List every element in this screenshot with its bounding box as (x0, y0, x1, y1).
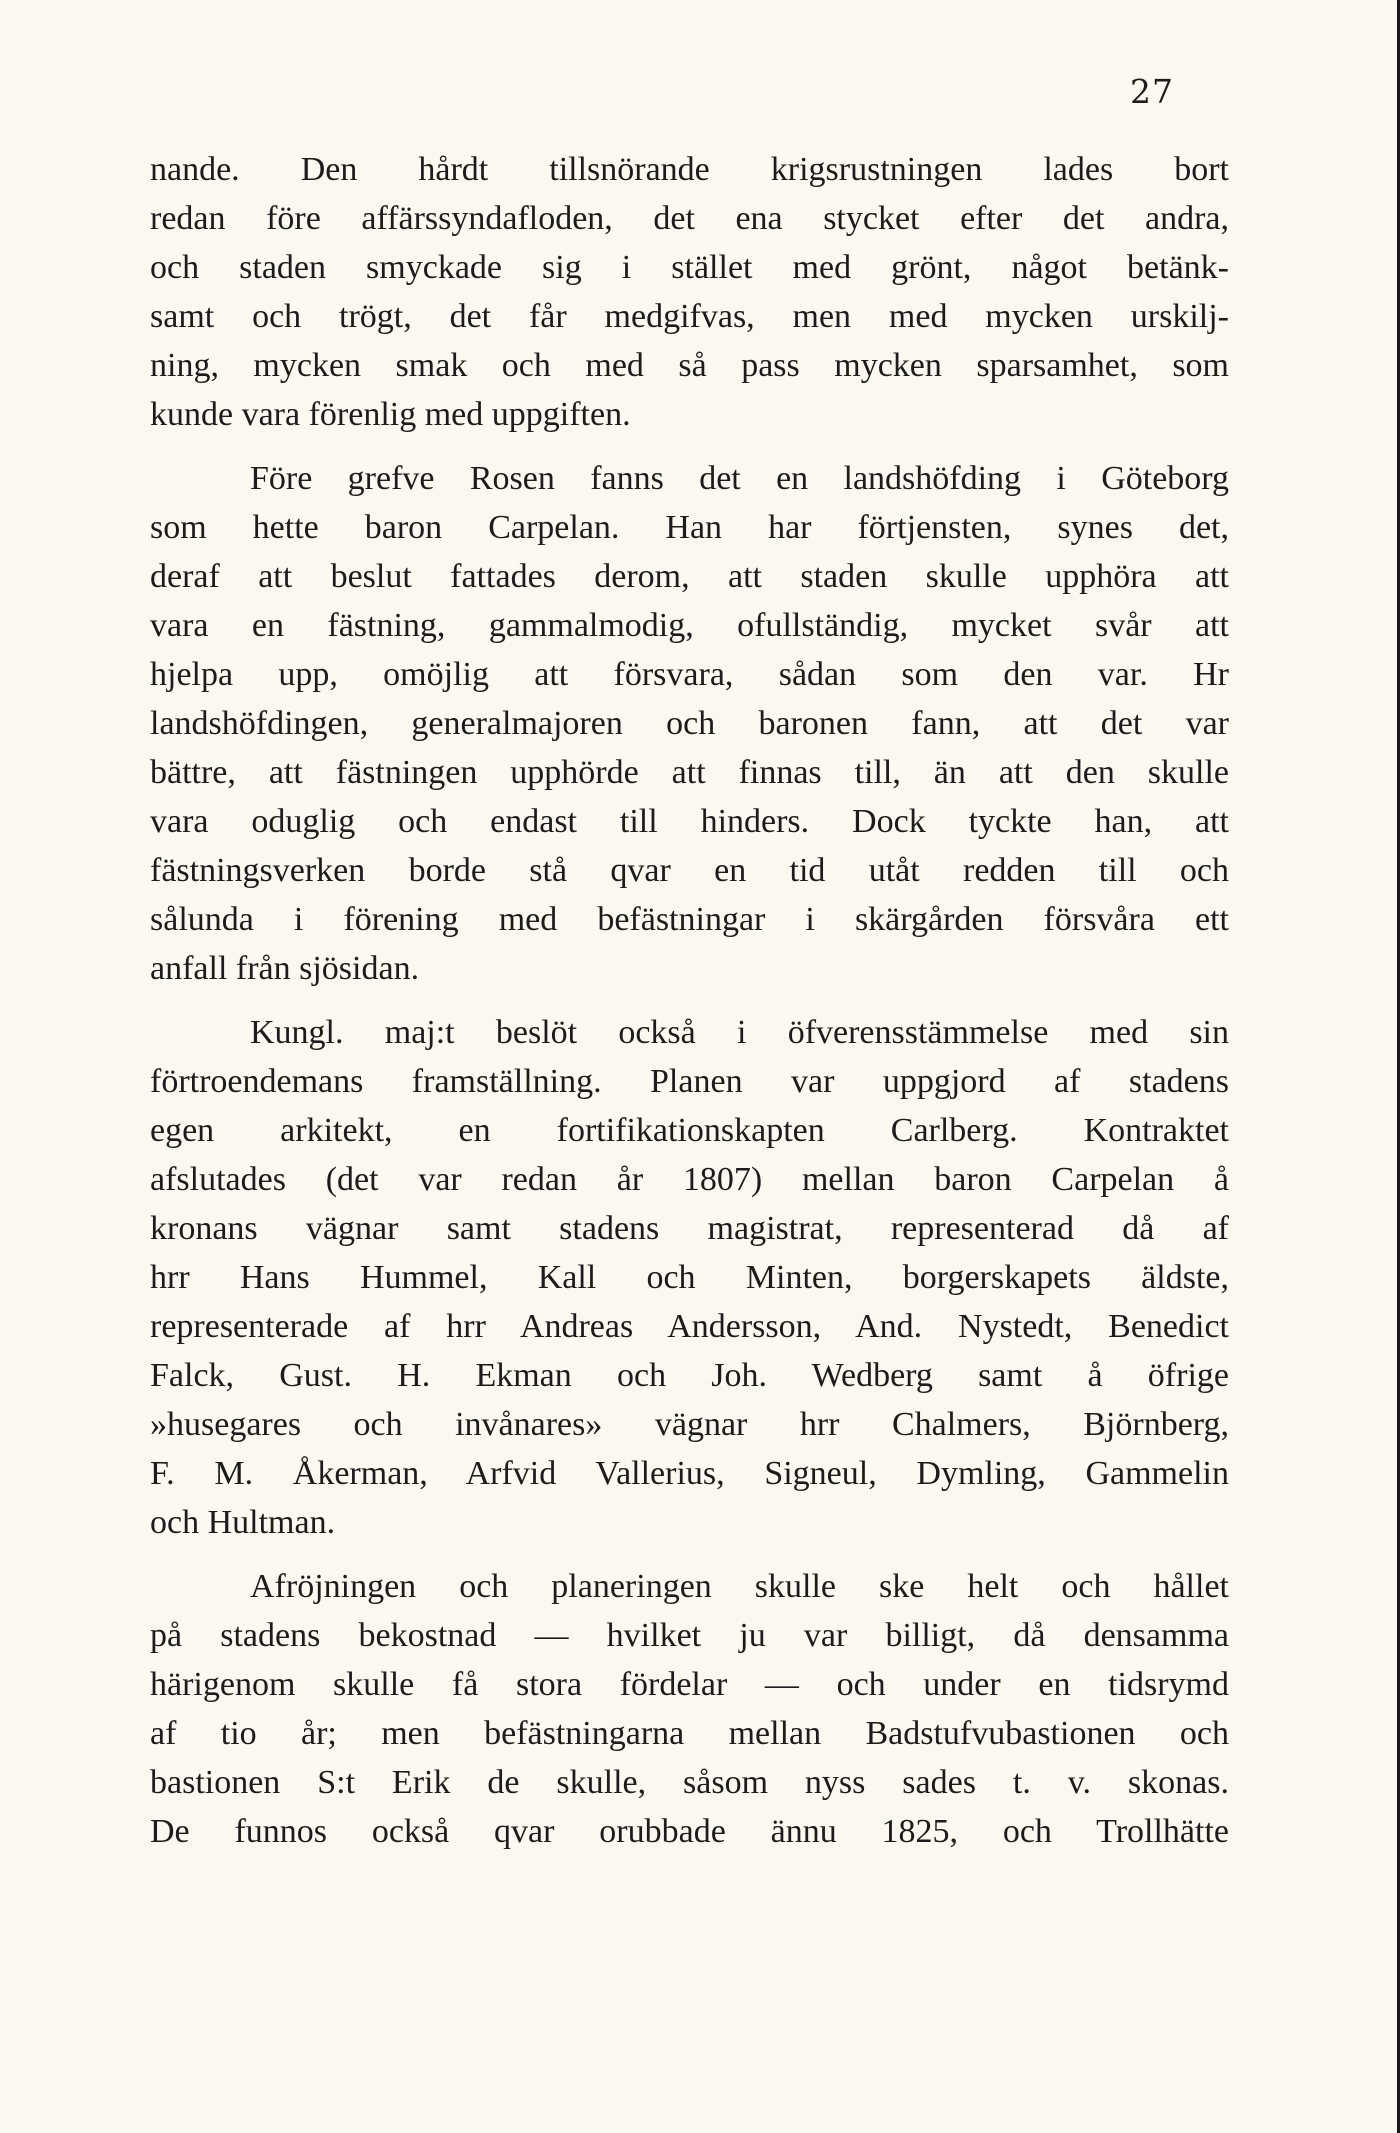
page-number: 27 (1130, 72, 1174, 111)
paragraph-4 (150, 1562, 1229, 1856)
text-line: sålunda i förening med befästningar i skärgården försvåra ett (150, 901, 1229, 938)
text-line: som hette baron Carpelan. Han har förtjensten, synes det, (150, 509, 1229, 546)
text-line: nande. Den hårdt tillsnörande krigsrustningen lades bort (150, 151, 1229, 188)
text-line: Falck, Gust. H. Ekman och Joh. Wedberg samt å öfrige (150, 1357, 1229, 1394)
text-line: hrr Hans Hummel, Kall och Minten, borgerskapets äldste, (150, 1259, 1229, 1296)
text-line: kunde vara förenlig med uppgiften. (150, 396, 631, 433)
text-line: Före grefve Rosen fanns det en landshöfding i Göteborg (250, 460, 1229, 497)
text-line: af tio år; men befästningarna mellan Badstufvubastionen och (150, 1715, 1229, 1752)
text-line: Kungl. maj:t beslöt också i öfverensstämmelse med sin (250, 1014, 1229, 1051)
text-line: anfall från sjösidan. (150, 950, 420, 987)
text-line: fästningsverken borde stå qvar en tid utåt redden till och (150, 852, 1229, 889)
text-line: härigenom skulle få stora fördelar — och under en tidsrymd (150, 1666, 1229, 1703)
text-line: och Hultman. (150, 1504, 336, 1541)
text-line: representerade af hrr Andreas Andersson, And. Nystedt, Benedict (150, 1308, 1229, 1345)
paragraph-2 (150, 454, 1229, 993)
text-line: förtroendemans framställning. Planen var uppgjord af stadens (150, 1063, 1229, 1100)
text-line: afslutades (det var redan år 1807) mellan baron Carpelan å (150, 1161, 1229, 1198)
text-line: bastionen S:t Erik de skulle, såsom nyss sades t. v. skonas. (150, 1764, 1229, 1801)
body-text (150, 145, 1229, 1856)
paragraph-3 (150, 1008, 1229, 1547)
text-line: på stadens bekostnad — hvilket ju var billigt, då densamma (150, 1617, 1229, 1654)
text-line: och staden smyckade sig i stället med grönt, något betänk- (150, 249, 1229, 286)
text-line: hjelpa upp, omöjlig att försvara, sådan som den var. Hr (150, 656, 1229, 693)
text-line: ning, mycken smak och med så pass mycken sparsamhet, som (150, 347, 1229, 384)
text-line: »husegares och invånares» vägnar hrr Chalmers, Björnberg, (150, 1406, 1229, 1443)
text-line: vara oduglig och endast till hinders. Dock tyckte han, att (150, 803, 1229, 840)
text-line: landshöfdingen, generalmajoren och baronen fann, att det var (150, 705, 1229, 742)
text-line: De funnos också qvar orubbade ännu 1825, och Trollhätte (150, 1813, 1229, 1850)
text-line: F. M. Åkerman, Arfvid Vallerius, Signeul, Dymling, Gammelin (150, 1455, 1229, 1492)
text-line: samt och trögt, det får medgifvas, men med mycken urskilj- (150, 298, 1229, 335)
paragraph-1 (150, 145, 1229, 439)
text-line: vara en fästning, gammalmodig, ofullständig, mycket svår att (150, 607, 1229, 644)
text-line: kronans vägnar samt stadens magistrat, representerad då af (150, 1210, 1229, 1247)
text-line: egen arkitekt, en fortifikationskapten Carlberg. Kontraktet (150, 1112, 1229, 1149)
text-line: bättre, att fästningen upphörde att finnas till, än att den skulle (150, 754, 1229, 791)
text-line: Afröjningen och planeringen skulle ske helt och hållet (250, 1568, 1229, 1605)
text-line: deraf att beslut fattades derom, att staden skulle upphöra att (150, 558, 1229, 595)
text-line: redan före affärssyndafloden, det ena stycket efter det andra, (150, 200, 1229, 237)
